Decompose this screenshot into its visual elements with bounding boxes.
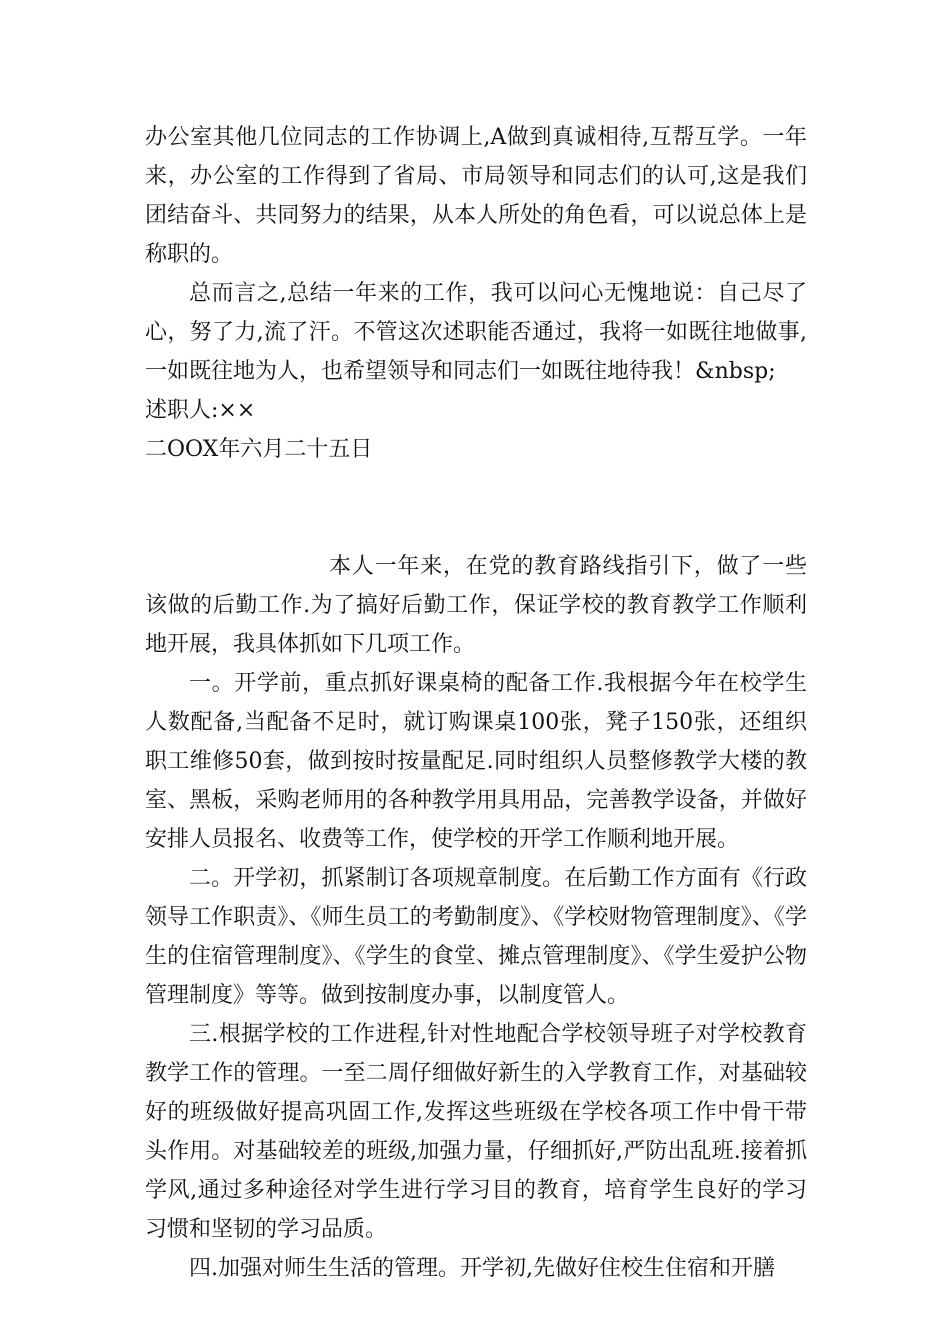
paragraph-item-2: 二。开学初，抓紧制订各项规章制度。在后勤工作方面有《行政领导工作职责》、《师生员工的考勤制度》、《学校财物管理制度》、《学生的住宿管理制度》、《学生的食堂、摊点管理制度》、《学生爱护公物管理制度》等等。做到按制度办事，以制度管人。	[145, 866, 807, 1008]
paragraph-intro: 本人一年来，在党的教育路线指引下，做了一些该做的后勤工作.为了搞好后勤工作，保证学校的教育教学工作顺利地开展，我具体抓如下几项工作。	[145, 554, 807, 657]
section-gap	[145, 469, 807, 547]
paragraph-item-4: 四.加强对师生生活的管理。开学初,先做好住校生住宿和开膳	[189, 1256, 775, 1281]
document-body	[145, 118, 807, 1288]
date-line: 二OOX年六月二十五日	[145, 437, 373, 462]
paragraph-item-3: 三.根据学校的工作进程,针对性地配合学校领导班子对学校教育教学工作的管理。一至二周仔细做好新生的入学教育工作，对基础较好的班级做好提高巩固工作,发挥这些班级在学校各项工作中骨干带头作用。对基础较差的班级,加强力量，仔细抓好,严防出乱班.接着抓学风,通过多种途径对学生进行学习目的教育，培育学生良好的学习习惯和坚韧的学习品质。	[145, 1022, 807, 1242]
signature-line: 述职人:××	[145, 398, 256, 423]
paragraph-office-coordination: 办公室其他几位同志的工作协调上,A做到真诚相待,互帮互学。一年来，办公室的工作得到了省局、市局领导和同志们的认可,这是我们团结奋斗、共同努力的结果，从本人所处的角色看，可以说总体上是称职的。	[145, 125, 807, 267]
paragraph-item-1: 一。开学前，重点抓好课桌椅的配备工作.我根据今年在校学生人数配备,当配备不足时，就订购课桌100张，凳子150张，还组织职工维修50套，做到按时按量配足.同时组织人员整修教学大楼的教室、黑板，采购老师用的各种教学用具用品，完善教学设备，并做好安排人员报名、收费等工作，使学校的开学工作顺利地开展。	[145, 671, 807, 852]
paragraph-conclusion: 总而言之,总结一年来的工作，我可以问心无愧地说：自己尽了心，努了力,流了汗。不管这次述职能否通过，我将一如既往地做事,一如既往地为人，也希望领导和同志们一如既往地待我！&nbsp;	[145, 281, 807, 384]
